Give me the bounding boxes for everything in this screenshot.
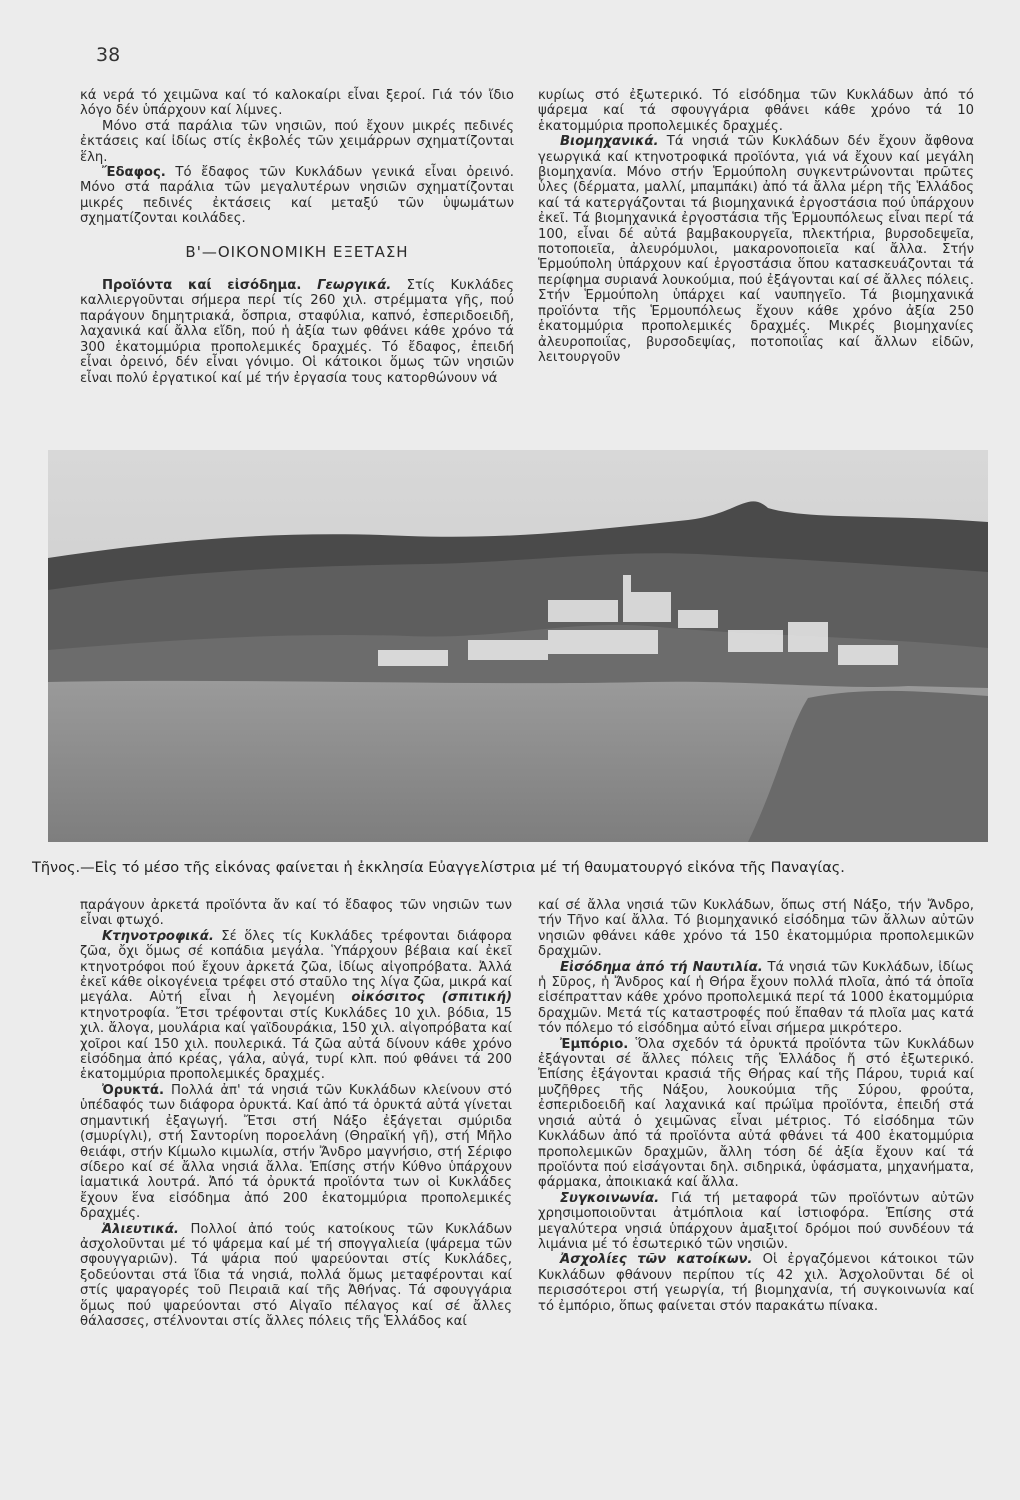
paragraph: Ἁλιευτικά. Πολλοί ἀπό τούς κατοίκους τῶν Κυκλάδων ἀσχολοῦνται μέ τό ψάρεμα καί μέ τή σπογγαλιεία (ψάρεμα τῶν σφουγγαριῶν). Τά ψάρια πού ψαρεύονται στίς Κυκλάδες, ξοδεύονται στά ἴδια τά νησιά, πολλά ὅμως μεταφέρονται καί στίς ψαραγορές τοῦ Πειραιᾶ καί τῆς Ἀθήνας. Τά σφουγγάρια ὅμως πού ψαρεύονται στό Αἰγαῖο πέλαγος καί σέ ἄλλες θάλασσες, στέλνονται στίς ἄλλες πόλεις τῆς Ἑλλάδος καί: [80, 1221, 512, 1329]
section-heading: Β'—ΟΙΚΟΝΟΜΙΚΗ ΕΞΕΤΑΣΗ: [185, 242, 409, 261]
paragraph: Κτηνοτροφικά. Σέ ὅλες τίς Κυκλάδες τρέφονται διάφορα ζῶα, ὄχι ὅμως σέ κοπάδια μεγάλα. Ὑπάρχουν βέβαια καί ἐκεῖ κτηνοτρόφοι πού ἔχουν ἀρκετά ζῶα, ἰδίως αἰγοπρόβατα. Ἀλλά ἐκεῖ κάθε οἰκογένεια τρέφει στό σταῦλο της λίγα ζῶα, μικρά καί μεγάλα. Αὐτή εἶναι ἡ λεγομένη οἰκόσιτος (σπιτική) κτηνοτροφία. Ἔτσι τρέφονται στίς Κυκλάδες 10 χιλ. βόδια, 15 χιλ. ἄλογα, μουλάρια καί γαϊδουράκια, 150 χιλ. αἰγοπρόβατα καί χοῖροι καί 150 χιλ. πουλερικά. Τά ζῶα αὐτά δίνουν κάθε χρόνο εἰσόδημα ἀπό κρέας, γάλα, αὐγά, τυρί κλπ. πού φθάνει τά 200 ἑκατομμύρια προπολεμικές δραχμές.: [80, 928, 512, 1083]
section-sublabel: Γεωργικά.: [301, 278, 392, 294]
section-label: Προϊόντα καί εἰσόδημα.: [102, 278, 302, 294]
paragraph: Ἐμπόριο. Ὅλα σχεδόν τά ὀρυκτά προϊόντα τῶν Κυκλάδων ἐξάγονται σέ ἄλλες πόλεις τῆς Ἑλλάδος ἤ στό ἐξωτερικό. Ἐπίσης ἐξάγονται κρασιά τῆς Θήρας καί τῆς Πάρου, τυριά καί μυζῆθρες τῆς Νάξου, λουκούμια τῆς Σύρου, φρούτα, ἐσπεριδοειδῆ καί λαχανικά καί πρώϊμα προϊόντα, ἐπειδή στά νησιά αὐτά ὁ χειμῶνας εἶναι μέτριος. Τό εἰσόδημα τῶν Κυκλάδων ἀπό τά προϊόντα αὐτά φθάνει τά 400 ἑκατομμύρια προπολεμικῶν δραχμῶν, ἄλλη τόση δέ ἀξία ἔχουν καί τά προϊόντα πού εἰσάγονται δηλ. σιδηρικά, ὑφάσματα, μηχανήματα, φάρμακα, ἀποικιακά καί ἄλλα.: [538, 1036, 974, 1191]
paragraph: Εἰσόδημα ἀπό τή Ναυτιλία. Τά νησιά τῶν Κυκλάδων, ἰδίως ἡ Σῦρος, ἡ Ἄνδρος καί ἡ Θήρα ἔχουν πολλά πλοῖα, ἀπό τά ὁποῖα εἰσέπρατταν κάθε χρόνο προπολεμικά περί τά 1000 ἑκατομμύρια δραχμῶν. Μετά τίς καταστροφές πού ἔπαθαν τά πλοῖα μας κατά τόν πόλεμο τό εἰσόδημα αὐτό εἶναι σήμερα μικρότερο.: [538, 959, 974, 1037]
photo-caption: Τῆνος.—Εἰς τό μέσο τῆς εἰκόνας φαίνεται ἡ ἐκκλησία Εὐαγγελίστρια μέ τή θαυματουργό εἰκόνα τῆς Παναγίας.: [32, 860, 845, 876]
section-label: Ἐμπόριο.: [560, 1036, 629, 1052]
paragraph: κυρίως στό ἐξωτερικό. Τό εἰσόδημα τῶν Κυκλάδων ἀπό τό ψάρεμα καί τά σφουγγάρια φθάνει κάθε χρόνο τά 10 ἑκατομμύρια προπολεμικές δραχμές.: [538, 88, 974, 134]
bottom-right-column: [538, 898, 974, 1314]
paragraph: Προϊόντα καί εἰσόδημα. Γεωργικά. Στίς Κυκλάδες καλλιεργοῦνται σήμερα περί τίς 260 χιλ. στρέμματα γῆς, πού παράγουν δημητριακά, ὄσπρια, σταφύλια, καπνό, ἐσπεριδοειδῆ, λαχανικά καί ἄλλα εἴδη, πού ἡ ἀξία των φθάνει κάθε χρόνο τά 300 ἑκατομμύρια προπολεμικές δραχμές. Τό ἔδαφος, ἐπειδή εἶναι ὀρεινό, δέν εἶναι γόνιμο. Οἱ κάτοικοι ὅμως τῶν νησιῶν εἶναι πολύ ἐργατικοί καί μέ τήν ἐργασία τους κατορθώνουν νά: [80, 278, 515, 386]
paragraph: Συγκοινωνία. Γιά τή μεταφορά τῶν προϊόντων αὐτῶν χρησιμοποιοῦνται ἀτμόπλοια καί ἱστιοφόρα. Ἐπίσης στά μεγαλύτερα νησιά ὑπάρχουν ἁμαξιτοί δρόμοι πού συνδέουν τά λιμάνια μέ τό ἐσωτερικό τῶν νησιῶν.: [538, 1190, 974, 1252]
section-label: Ἔδαφος.: [102, 165, 166, 181]
paragraph: καί σέ ἄλλα νησιά τῶν Κυκλάδων, ὅπως στή Νάξο, τήν Ἄνδρο, τήν Τῆνο καί ἄλλα. Τό βιομηχανικό εἰσόδημα τῶν ἄλλων αὐτῶν νησιῶν φθάνει κάθε χρόνο τά 150 ἑκατομμύρια προπολεμικῶν δραχμῶν.: [538, 898, 974, 960]
section-label: Ὀρυκτά.: [102, 1082, 164, 1098]
paragraph: κά νερά τό χειμῶνα καί τό καλοκαίρι εἶναι ξεροί. Γιά τόν ἴδιο λόγο δέν ὑπάρχουν καί λίμνες.: [80, 88, 514, 119]
bottom-left-column: [80, 898, 512, 1329]
paragraph: Ὀρυκτά. Πολλά ἀπ' τά νησιά τῶν Κυκλάδων κλείνουν στό ὑπέδαφός των διάφορα ὀρυκτά. Καί ἀπό τά ὀρυκτά αὐτά γίνεται σημαντική ἐξαγωγή. Ἔτσι στή Νάξο ἐξάγεται σμύριδα (σμυρίγλι), στή Σαντορίνη ποροελάνη (Θηραϊκή γῆ), στή Μῆλο θειάφι, στήν Κίμωλο κιμωλία, στήν Ἄνδρο μαγνήσιο, στή Σέριφο σίδερο καί σέ ἄλλα νησιά ἄλλα. Ἐπίσης στήν Κύθνο ὑπάρχουν ἰαματικά λουτρά. Ἀπό τά ὀρυκτά προϊόντα των οἱ Κυκλάδες ἔχουν ἕνα εἰσόδημα ἀπό 200 ἑκατομμύρια προπολεμικές δραχμές.: [80, 1082, 512, 1222]
section-label: Ἀσχολίες τῶν κατοίκων.: [560, 1252, 753, 1268]
emphasis: οἰκόσιτος (σπιτική): [351, 990, 512, 1006]
section-label: Ἁλιευτικά.: [102, 1221, 179, 1237]
paragraph: Βιομηχανικά. Τά νησιά τῶν Κυκλάδων δέν ἔχουν ἄφθονα γεωργικά καί κτηνοτροφικά προϊόντα, γιά νά ἔχουν καί μεγάλη βιομηχανία. Μόνο στήν Ἑρμούπολη συγκεντρώνονται πρῶτες ὗλες (δέρματα, μαλλί, μπαμπάκι) ἀπό τά ἄλλα μέρη τῆς Ἑλλάδος καί τά κατεργάζονται τά βιομηχανικά ἐργοστάσια πού ὑπάρχουν ἐκεῖ. Τά βιομηχανικά ἐργοστάσια τῆς Ἑρμουπόλεως εἶναι περί τά 100, εἶναι δέ αὐτά βαμβακουργεῖα, πλεκτήρια, βυρσοδεψεῖα, ποτοποιεῖα, ἀλευρόμυλοι, μακαρονοποιεῖα καί ἄλλα. Στήν Ἑρμούπολη ὑπάρχουν καί ἐργοστάσια ὅπου κατασκευάζονται τά περίφημα συριανά λουκούμια, πού ἐξάγονται καί σέ ἄλλες πόλεις. Στήν Ἑρμούπολη ὑπάρχει καί ναυπηγεῖο. Τά βιομηχανικά προϊόντα τῆς Ἑρμουπόλεως ἔχουν κάθε χρόνο ἀξία 250 ἑκατομμύρια προπολεμικές δραχμές. Μικρές βιομηχανίες ἀλευροποιΐας, βυρσοδεψίας, ποτοποιΐας καί ἄλλων εἰδῶν, λειτουργοῦν: [538, 134, 974, 365]
top-right-column: [538, 88, 974, 365]
section-label: Εἰσόδημα ἀπό τή Ναυτιλία.: [560, 959, 763, 975]
paragraph: Μόνο στά παράλια τῶν νησιῶν, πού ἔχουν μικρές πεδινές ἐκτάσεις καί ἰδίως στίς ἐκβολές τῶν χειμάρρων σχηματίζονται ἕλη.: [80, 118, 514, 165]
paragraph: Ἀσχολίες τῶν κατοίκων. Οἱ ἐργαζόμενοι κάτοικοι τῶν Κυκλάδων φθάνουν περίπου τίς 42 χιλ. Ἀσχολοῦνται δέ οἱ περισσότεροι στή γεωργία, τή βιομηχανία, τή συγκοινωνία καί τό ἐμπόριο, ὅπως φαίνεται στόν παρακάτω πίνακα.: [538, 1252, 974, 1314]
section-label: Συγκοινωνία.: [560, 1190, 660, 1206]
section-label: Βιομηχανικά.: [560, 134, 659, 150]
page-number: 38: [96, 44, 121, 66]
paragraph: παράγουν ἀρκετά προϊόντα ἄν καί τό ἔδαφος τῶν νησιῶν των εἶναι φτωχό.: [80, 898, 512, 929]
paragraph: Ἔδαφος. Τό ἔδαφος τῶν Κυκλάδων γενικά εἶναι ὀρεινό. Μόνο στά παράλια τῶν μεγαλυτέρων νησιῶν σχηματίζονται μικρές πεδινές ἐκτάσεις καί μεταξύ τῶν ὑψωμάτων σχηματίζονται κοιλάδες.: [80, 165, 514, 227]
tinos-photograph: [48, 450, 988, 842]
section-label: Κτηνοτροφικά.: [102, 928, 214, 944]
top-left-column: [80, 88, 514, 386]
